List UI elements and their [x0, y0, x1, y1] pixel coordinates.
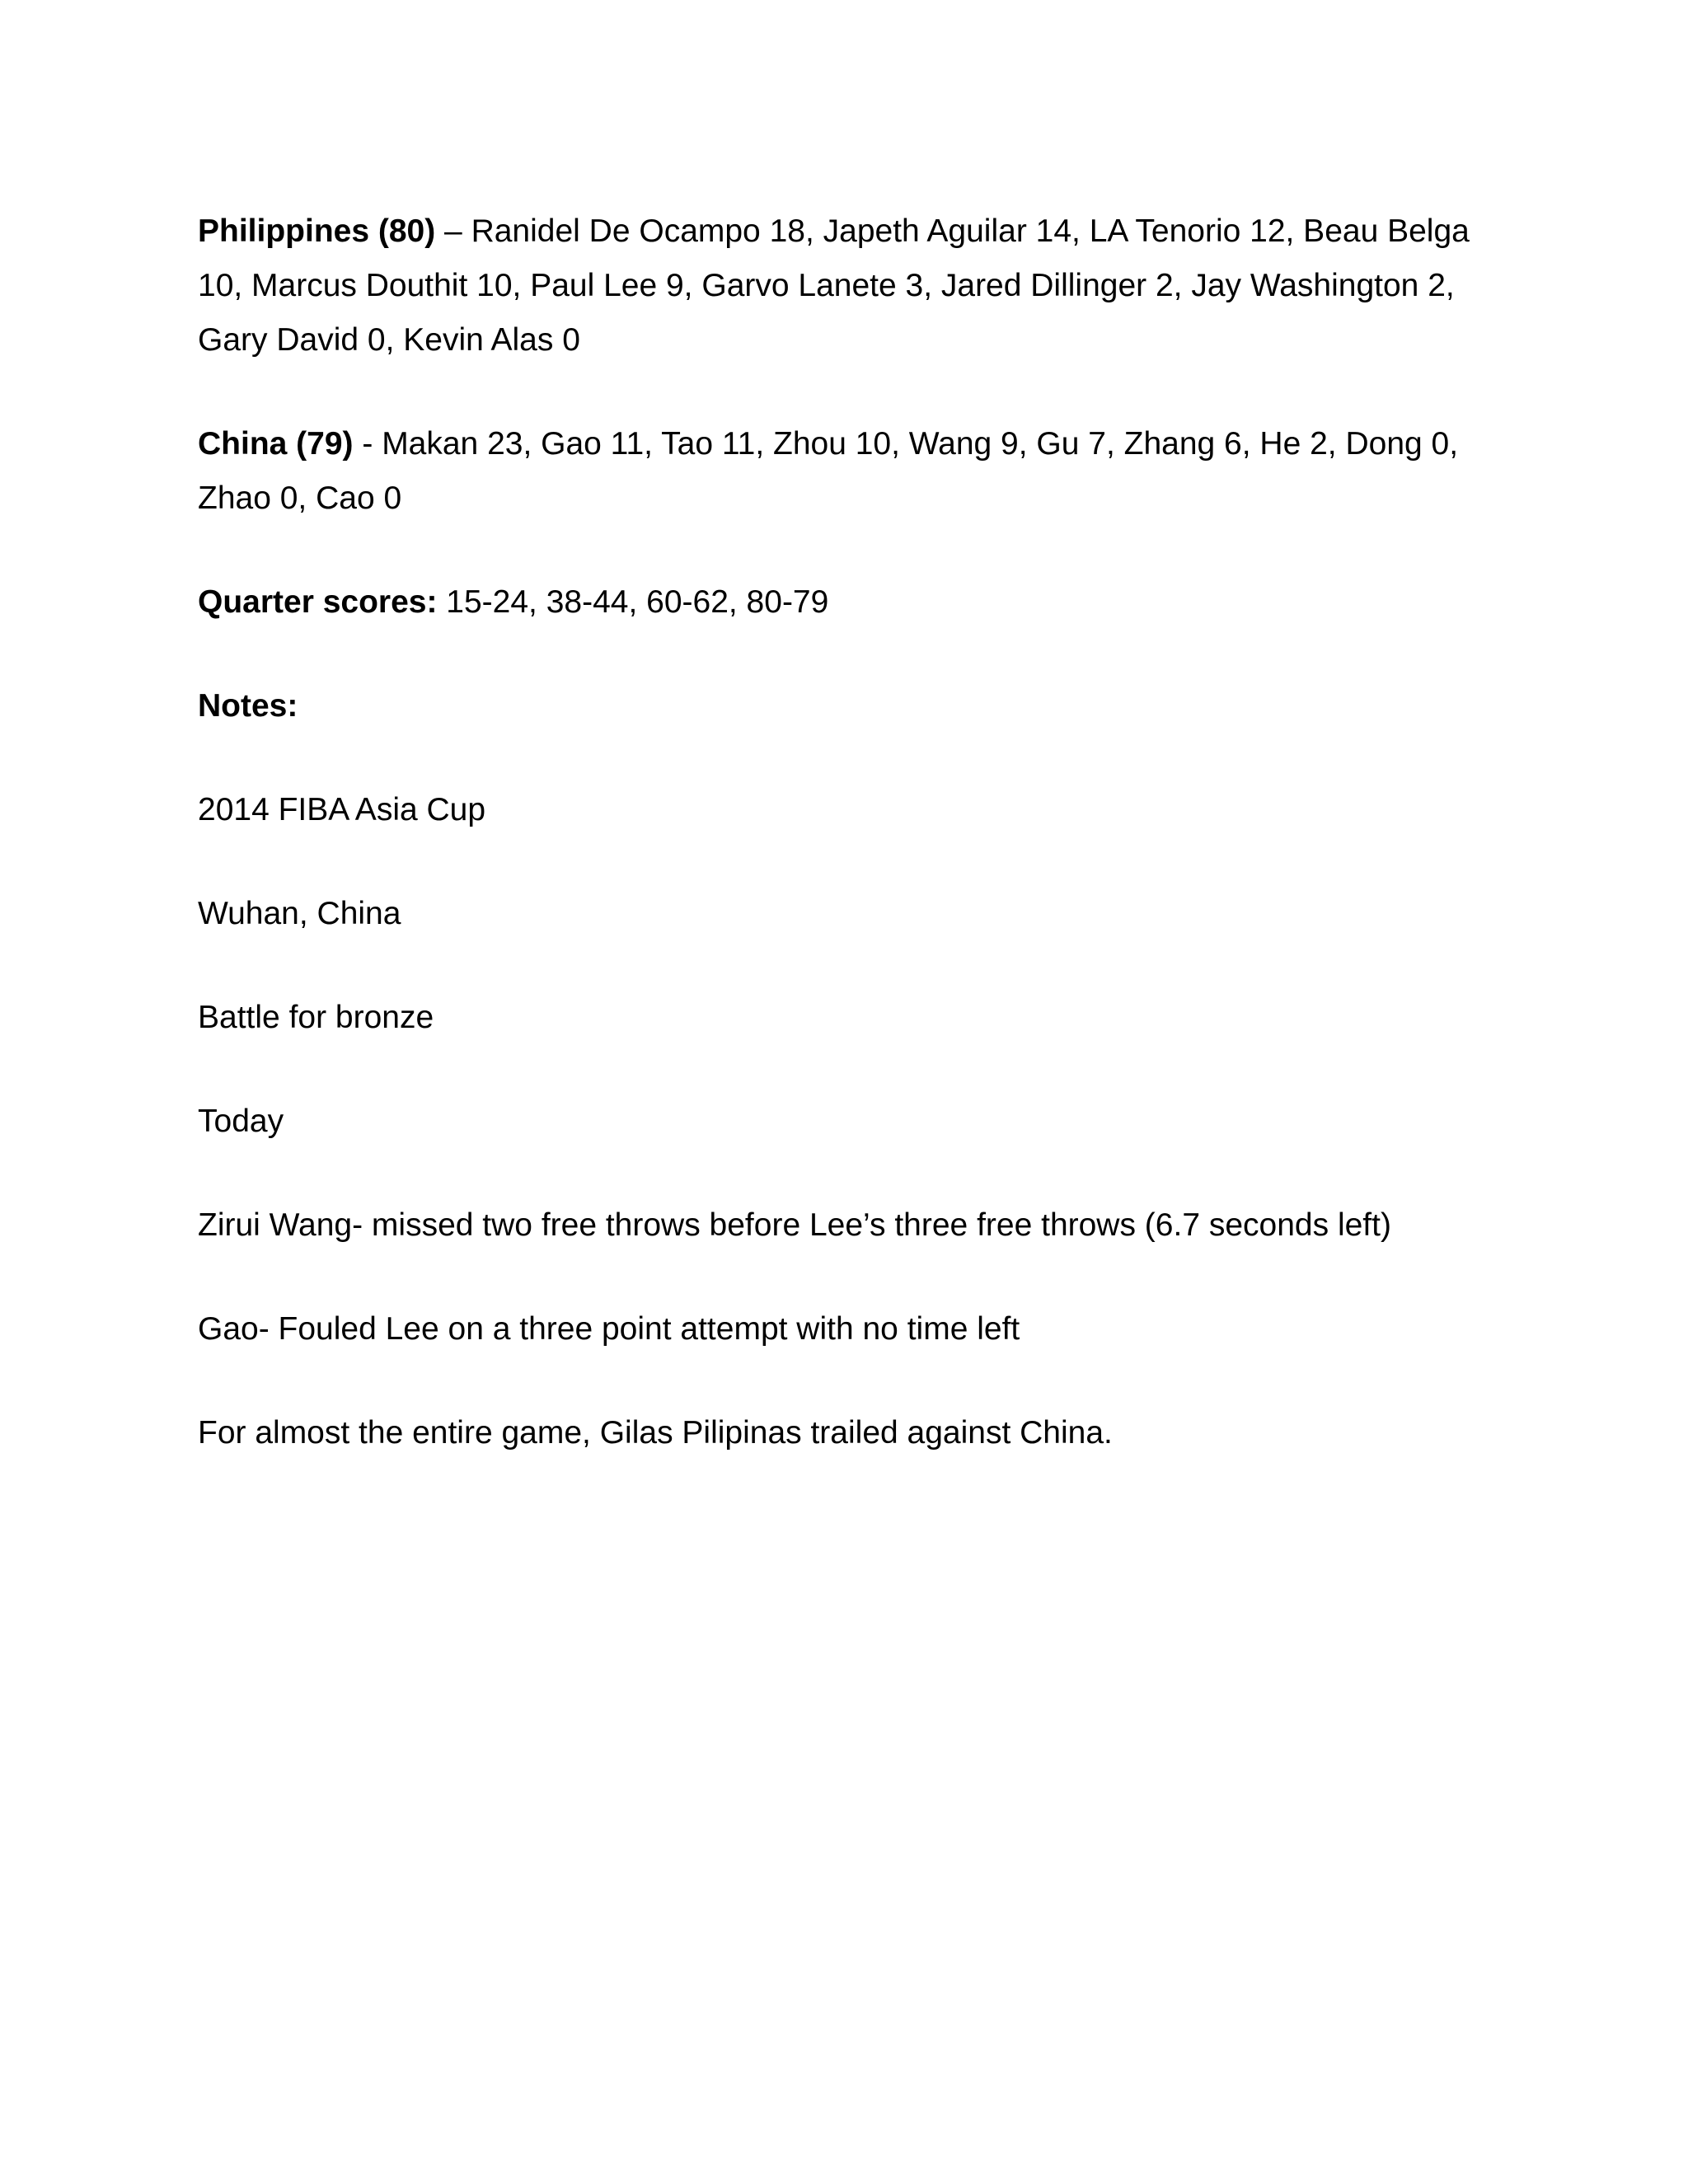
quarter-scores-values: 15-24, 38-44, 60-62, 80-79: [437, 584, 829, 620]
quarter-scores: [198, 575, 1484, 630]
note-item: For almost the entire game, Gilas Pilipinas trailed against China.: [198, 1415, 1113, 1451]
china-box-score: [198, 417, 1484, 526]
note-item: 2014 FIBA Asia Cup: [198, 792, 486, 827]
note-item: Wuhan, China: [198, 896, 401, 931]
note-item: Zirui Wang- missed two free throws before Lee’s three free throws (6.7 seconds left): [198, 1207, 1391, 1243]
china-scorers: - Makan 23, Gao 11, Tao 11, Zhou 10, Wang 9, Gu 7, Zhang 6, He 2, Dong 0, Zhao 0, Cao 0: [198, 426, 1459, 516]
philippines-scorers: – Ranidel De Ocampo 18, Japeth Aguilar 14, LA Tenorio 12, Beau Belga 10, Marcus Douthit 10, Paul Lee 9, Garvo Lanete 3, Jared Dillinger 2, Jay Washington 2, Gary David 0, Kevin Alas 0: [198, 213, 1470, 358]
note-item: Today: [198, 1104, 284, 1139]
china-label: China (79): [198, 426, 354, 462]
note-item: Battle for bronze: [198, 1000, 434, 1035]
note-item: Gao- Fouled Lee on a three point attempt with no time left: [198, 1311, 1020, 1347]
document-body: [198, 204, 1484, 1510]
notes-heading: Notes:: [198, 688, 298, 724]
quarter-scores-label: Quarter scores:: [198, 584, 438, 620]
philippines-box-score: [198, 204, 1484, 368]
philippines-label: Philippines (80): [198, 213, 436, 249]
